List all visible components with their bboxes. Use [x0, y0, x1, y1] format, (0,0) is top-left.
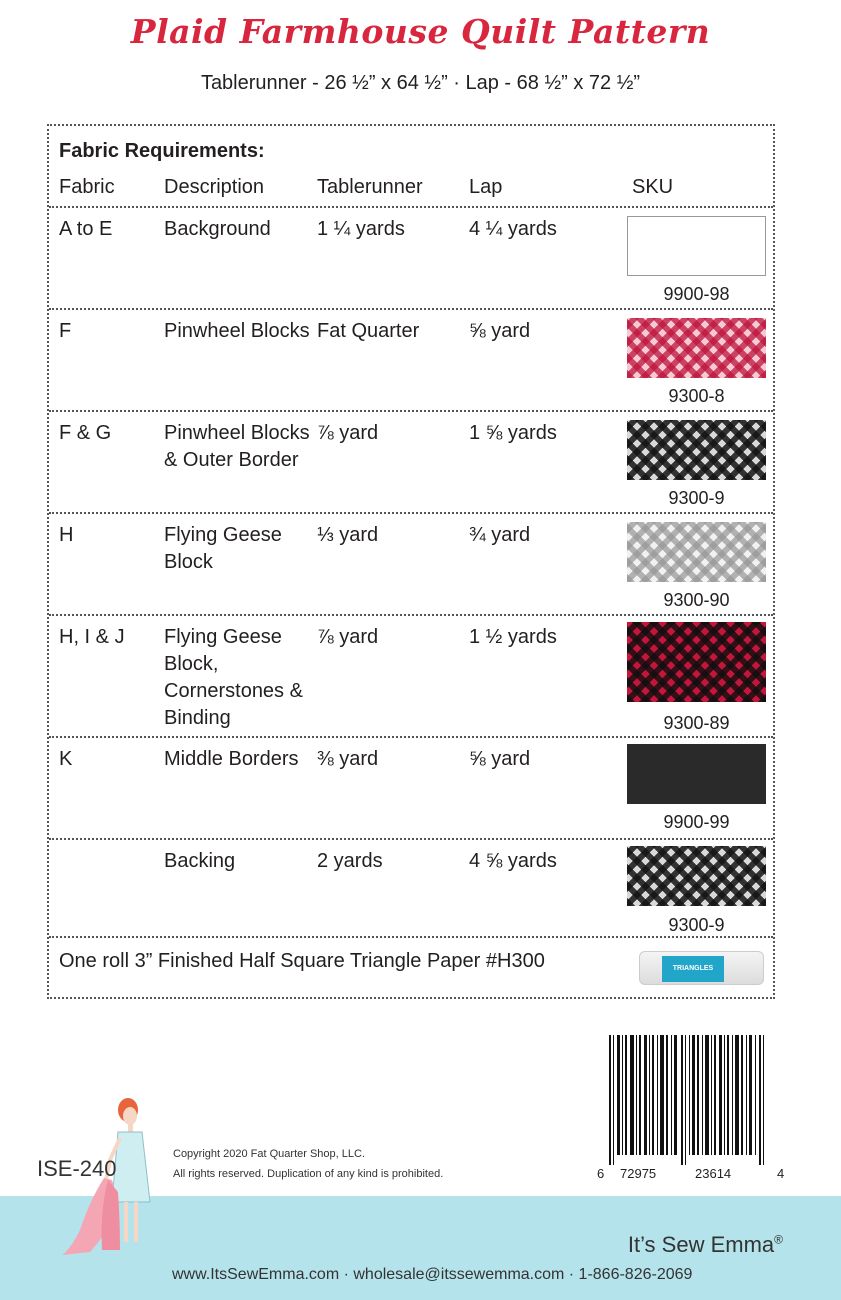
row-sku: 9300-9: [668, 915, 725, 935]
fabric-row: [49, 308, 773, 410]
row-sku: 9300-90: [663, 590, 730, 610]
pattern-sizes: Tablerunner - 26 ½” x 64 ½” · Lap - 68 ½” x 72 ½”: [200, 72, 641, 94]
row-sku: 9300-8: [668, 386, 725, 406]
triangle-paper-label: [662, 956, 724, 982]
rights-line: All rights reserved. Duplication of any kind is prohibited.: [173, 1168, 444, 1180]
row-lap: ⅝ yard: [469, 320, 531, 342]
header-sku: SKU: [632, 176, 674, 198]
row-lap: 1 ½ yards: [469, 626, 557, 648]
pattern-title: Plaid Farmhouse Quilt Pattern: [130, 12, 711, 51]
row-tablerunner: ⅓ yard: [317, 524, 379, 546]
row-lap: 4 ⅝ yards: [469, 850, 557, 872]
row-sku: 9900-99: [663, 812, 730, 832]
row-sku: 9900-98: [663, 284, 730, 304]
fabric-row: [49, 206, 773, 308]
barcode-digit-check: 4: [777, 1166, 785, 1181]
header-fabric: Fabric: [59, 176, 115, 198]
row-fabric: F & G: [59, 422, 112, 444]
row-description: Pinwheel Blocks & Outer Border: [164, 422, 310, 471]
row-description: Background: [164, 218, 271, 240]
row-tablerunner: ⅞ yard: [317, 626, 379, 648]
fabric-row: [49, 736, 773, 838]
barcode-digit-lead: 6: [597, 1166, 605, 1181]
fabric-swatch-black-gingham: [627, 846, 766, 906]
row-lap: ¾ yard: [469, 524, 531, 546]
row-lap: ⅝ yard: [469, 748, 531, 770]
row-fabric: F: [59, 320, 72, 342]
row-tablerunner: ⅜ yard: [317, 748, 379, 770]
fabric-swatch-white: [627, 216, 766, 276]
row-description: Backing: [164, 850, 236, 872]
header-description: Description: [164, 176, 265, 198]
row-sku: 9300-9: [668, 488, 725, 508]
row-fabric: A to E: [59, 218, 113, 240]
row-description: Flying Geese Block: [164, 524, 282, 573]
registered-mark: ®: [774, 1232, 783, 1247]
row-tablerunner: Fat Quarter: [317, 320, 420, 342]
row-tablerunner: 2 yards: [317, 850, 383, 872]
barcode-digits-left: 72975: [620, 1166, 657, 1181]
barcode-digits-right: 23614: [695, 1166, 732, 1181]
row-sku: 9300-89: [663, 713, 730, 733]
paper-row: [49, 936, 773, 997]
header-tablerunner: Tablerunner: [317, 176, 423, 198]
pattern-code: ISE-240: [37, 1156, 117, 1181]
barcode: [609, 1035, 769, 1165]
fabric-row: [49, 512, 773, 614]
copyright-line: Copyright 2020 Fat Quarter Shop, LLC.: [173, 1148, 365, 1160]
row-description: Pinwheel Blocks: [164, 320, 310, 342]
row-lap: 1 ⅝ yards: [469, 422, 557, 444]
row-description: Flying Geese Block, Cornerstones & Binding: [164, 626, 303, 729]
fabric-row: [49, 614, 773, 736]
fabric-row: [49, 838, 773, 936]
row-fabric: H, I & J: [59, 626, 125, 648]
row-fabric: K: [59, 748, 73, 770]
copyright: [173, 1144, 443, 1184]
brand-name: [628, 1232, 783, 1258]
row-fabric: H: [59, 524, 74, 546]
header-lap: Lap: [469, 176, 503, 198]
row-description: Middle Borders: [164, 748, 299, 770]
fabric-swatch-gray-gingham: [627, 522, 766, 582]
fabric-swatch-red-black-plaid: [627, 622, 766, 702]
fabric-requirements-box: [47, 124, 775, 999]
fabric-swatch-red-gingham: [627, 318, 766, 378]
fabric-swatch-black-gingham: [627, 420, 766, 480]
contact-line: www.ItsSewEmma.com · wholesale@itssewemma.com · 1-866-826-2069: [172, 1266, 693, 1283]
column-headers: [49, 176, 773, 206]
fabric-row: [49, 410, 773, 512]
row-tablerunner: ⅞ yard: [317, 422, 379, 444]
brand-text: It’s Sew Emma: [627, 1232, 775, 1257]
triangle-paper-roll-icon: [639, 951, 764, 985]
row-lap: 4 ¼ yards: [469, 218, 557, 240]
fabric-requirements-heading: Fabric Requirements:: [59, 140, 265, 162]
row-tablerunner: 1 ¼ yards: [317, 218, 405, 240]
paper-requirement: One roll 3” Finished Half Square Triangle Paper #H300: [59, 950, 545, 972]
fabric-swatch-black-solid: [627, 744, 766, 804]
triangle-paper-label-text: TRIANGLES: [672, 965, 714, 972]
